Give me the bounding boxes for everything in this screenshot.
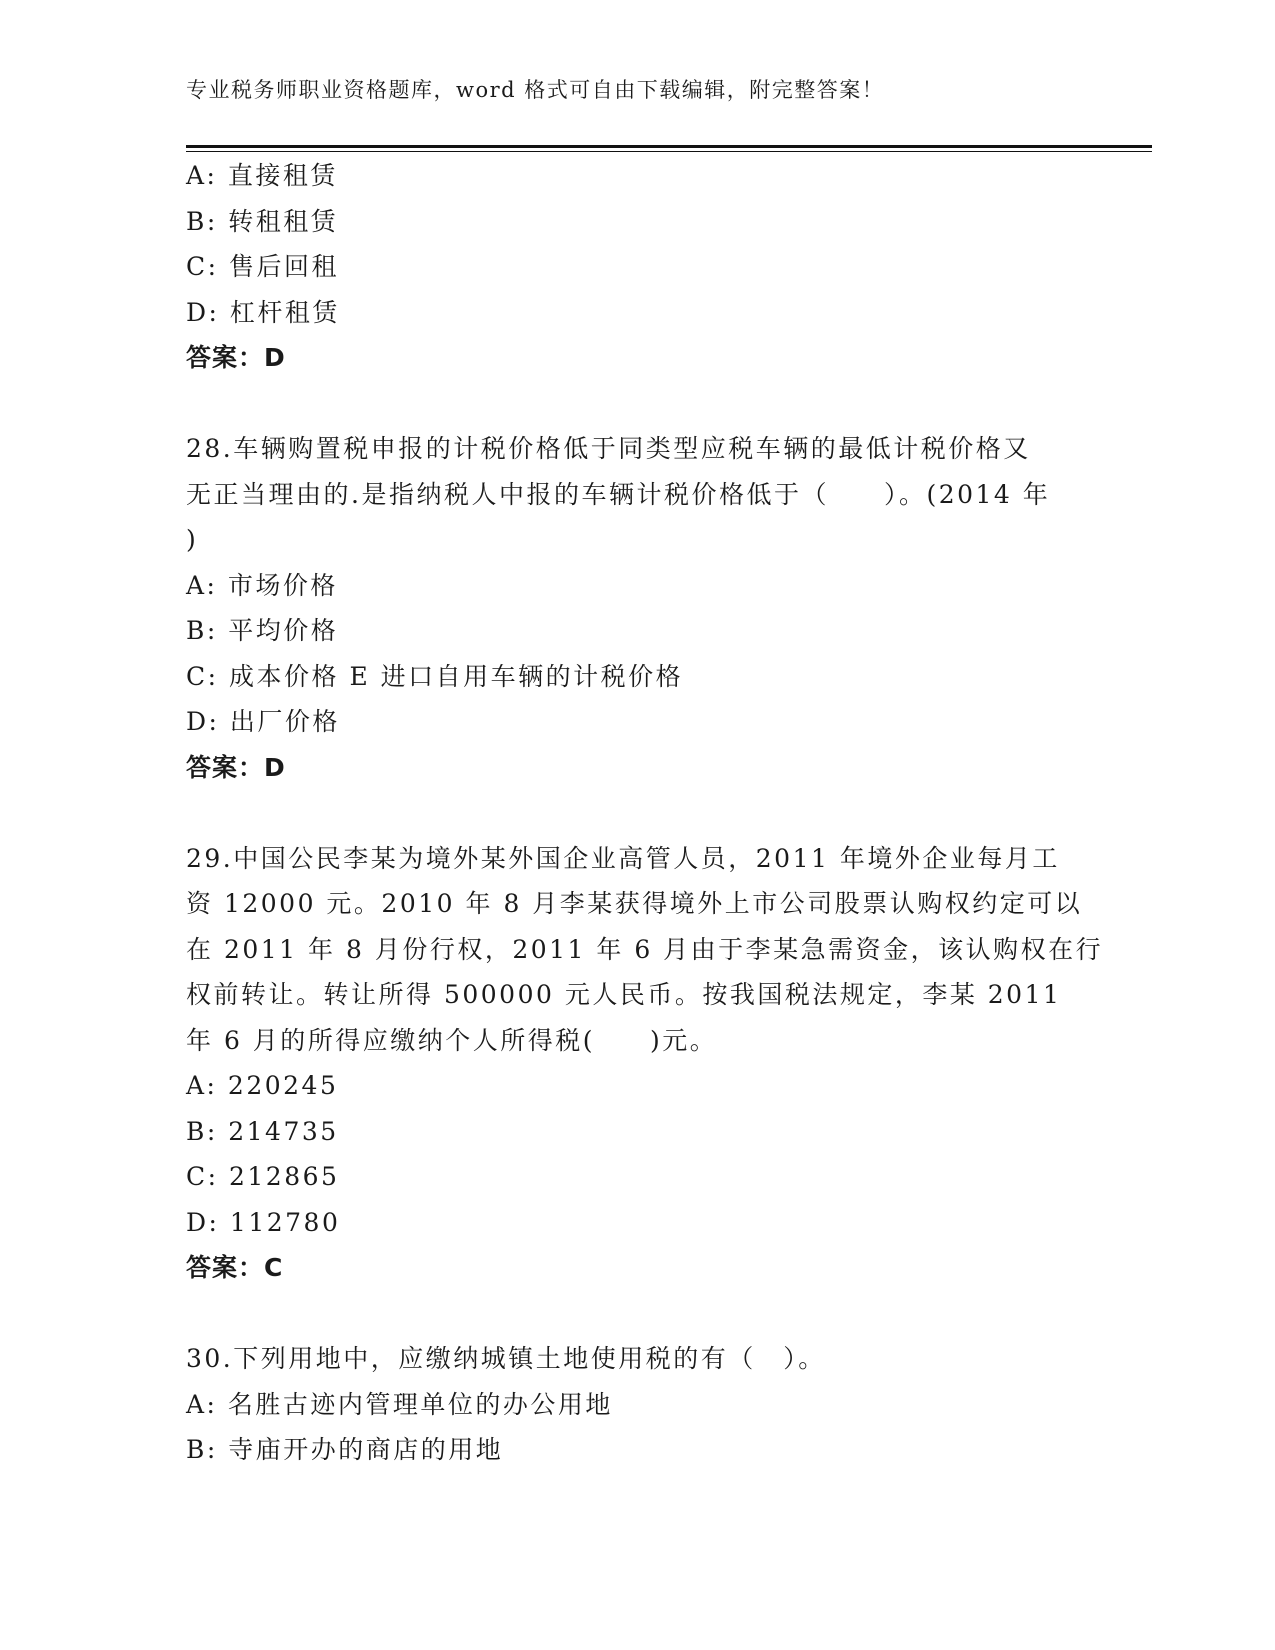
question-29-block (186, 836, 1104, 1291)
answer-line: 答案：D (186, 752, 286, 782)
question-text-line: 在 2011 年 8 月份行权，2011 年 6 月由于李某急需资金，该认购权在行 (186, 934, 1104, 964)
question-text-line: 权前转让。转让所得 500000 元人民币。按我国税法规定，李某 2011 (186, 980, 1062, 1009)
question-30-block (186, 1336, 1086, 1473)
question-27-block (186, 153, 1086, 381)
header-rule-thick (186, 145, 1152, 148)
question-text-line: ) (186, 525, 199, 554)
option-c: C: 212865 (186, 1162, 340, 1191)
question-text-line: 无正当理由的.是指纳税人中报的车辆计税价格低于（ ）。(2014 年 (186, 479, 1051, 509)
option-a: A: 直接租赁 (186, 161, 338, 190)
option-c: C: 成本价格 E 进口自用车辆的计税价格 (186, 661, 684, 691)
option-d: D: 杠杆租赁 (186, 297, 340, 327)
answer-line: 答案：C (186, 1253, 284, 1282)
question-text-line: 资 12000 元。2010 年 8 月李某获得境外上市公司股票认购权约定可以 (186, 889, 1083, 918)
question-text-line: 30.下列用地中，应缴纳城镇土地使用税的有（ ）。 (186, 1344, 826, 1373)
option-d: D: 112780 (186, 1207, 341, 1237)
header-rule-thin (186, 151, 1152, 152)
question-text-line: 28.车辆购置税申报的计税价格低于同类型应税车辆的最低计税价格又 (186, 434, 1031, 463)
option-c: C: 售后回租 (186, 252, 339, 281)
option-b: B: 转租租赁 (186, 206, 339, 236)
option-a: A: 名胜古迹内管理单位的办公用地 (186, 1389, 613, 1419)
question-text-line: 29.中国公民李某为境外某外国企业高管人员，2011 年境外企业每月工 (186, 843, 1060, 873)
option-a: A: 220245 (186, 1071, 339, 1100)
option-b: B: 214735 (186, 1116, 339, 1146)
option-d: D: 出厂价格 (186, 707, 340, 736)
answer-line: 答案：D (186, 343, 286, 372)
question-content (186, 153, 1104, 1473)
question-text-line: 年 6 月的所得应缴纳个人所得税( )元。 (186, 1025, 718, 1055)
option-a: A: 市场价格 (186, 570, 338, 600)
page-header: 专业税务师职业资格题库，word 格式可自由下载编辑，附完整答案！ (186, 78, 885, 102)
option-b: B: 平均价格 (186, 616, 339, 645)
question-28-block (186, 426, 1086, 790)
option-b: B: 寺庙开办的商店的用地 (186, 1435, 504, 1464)
